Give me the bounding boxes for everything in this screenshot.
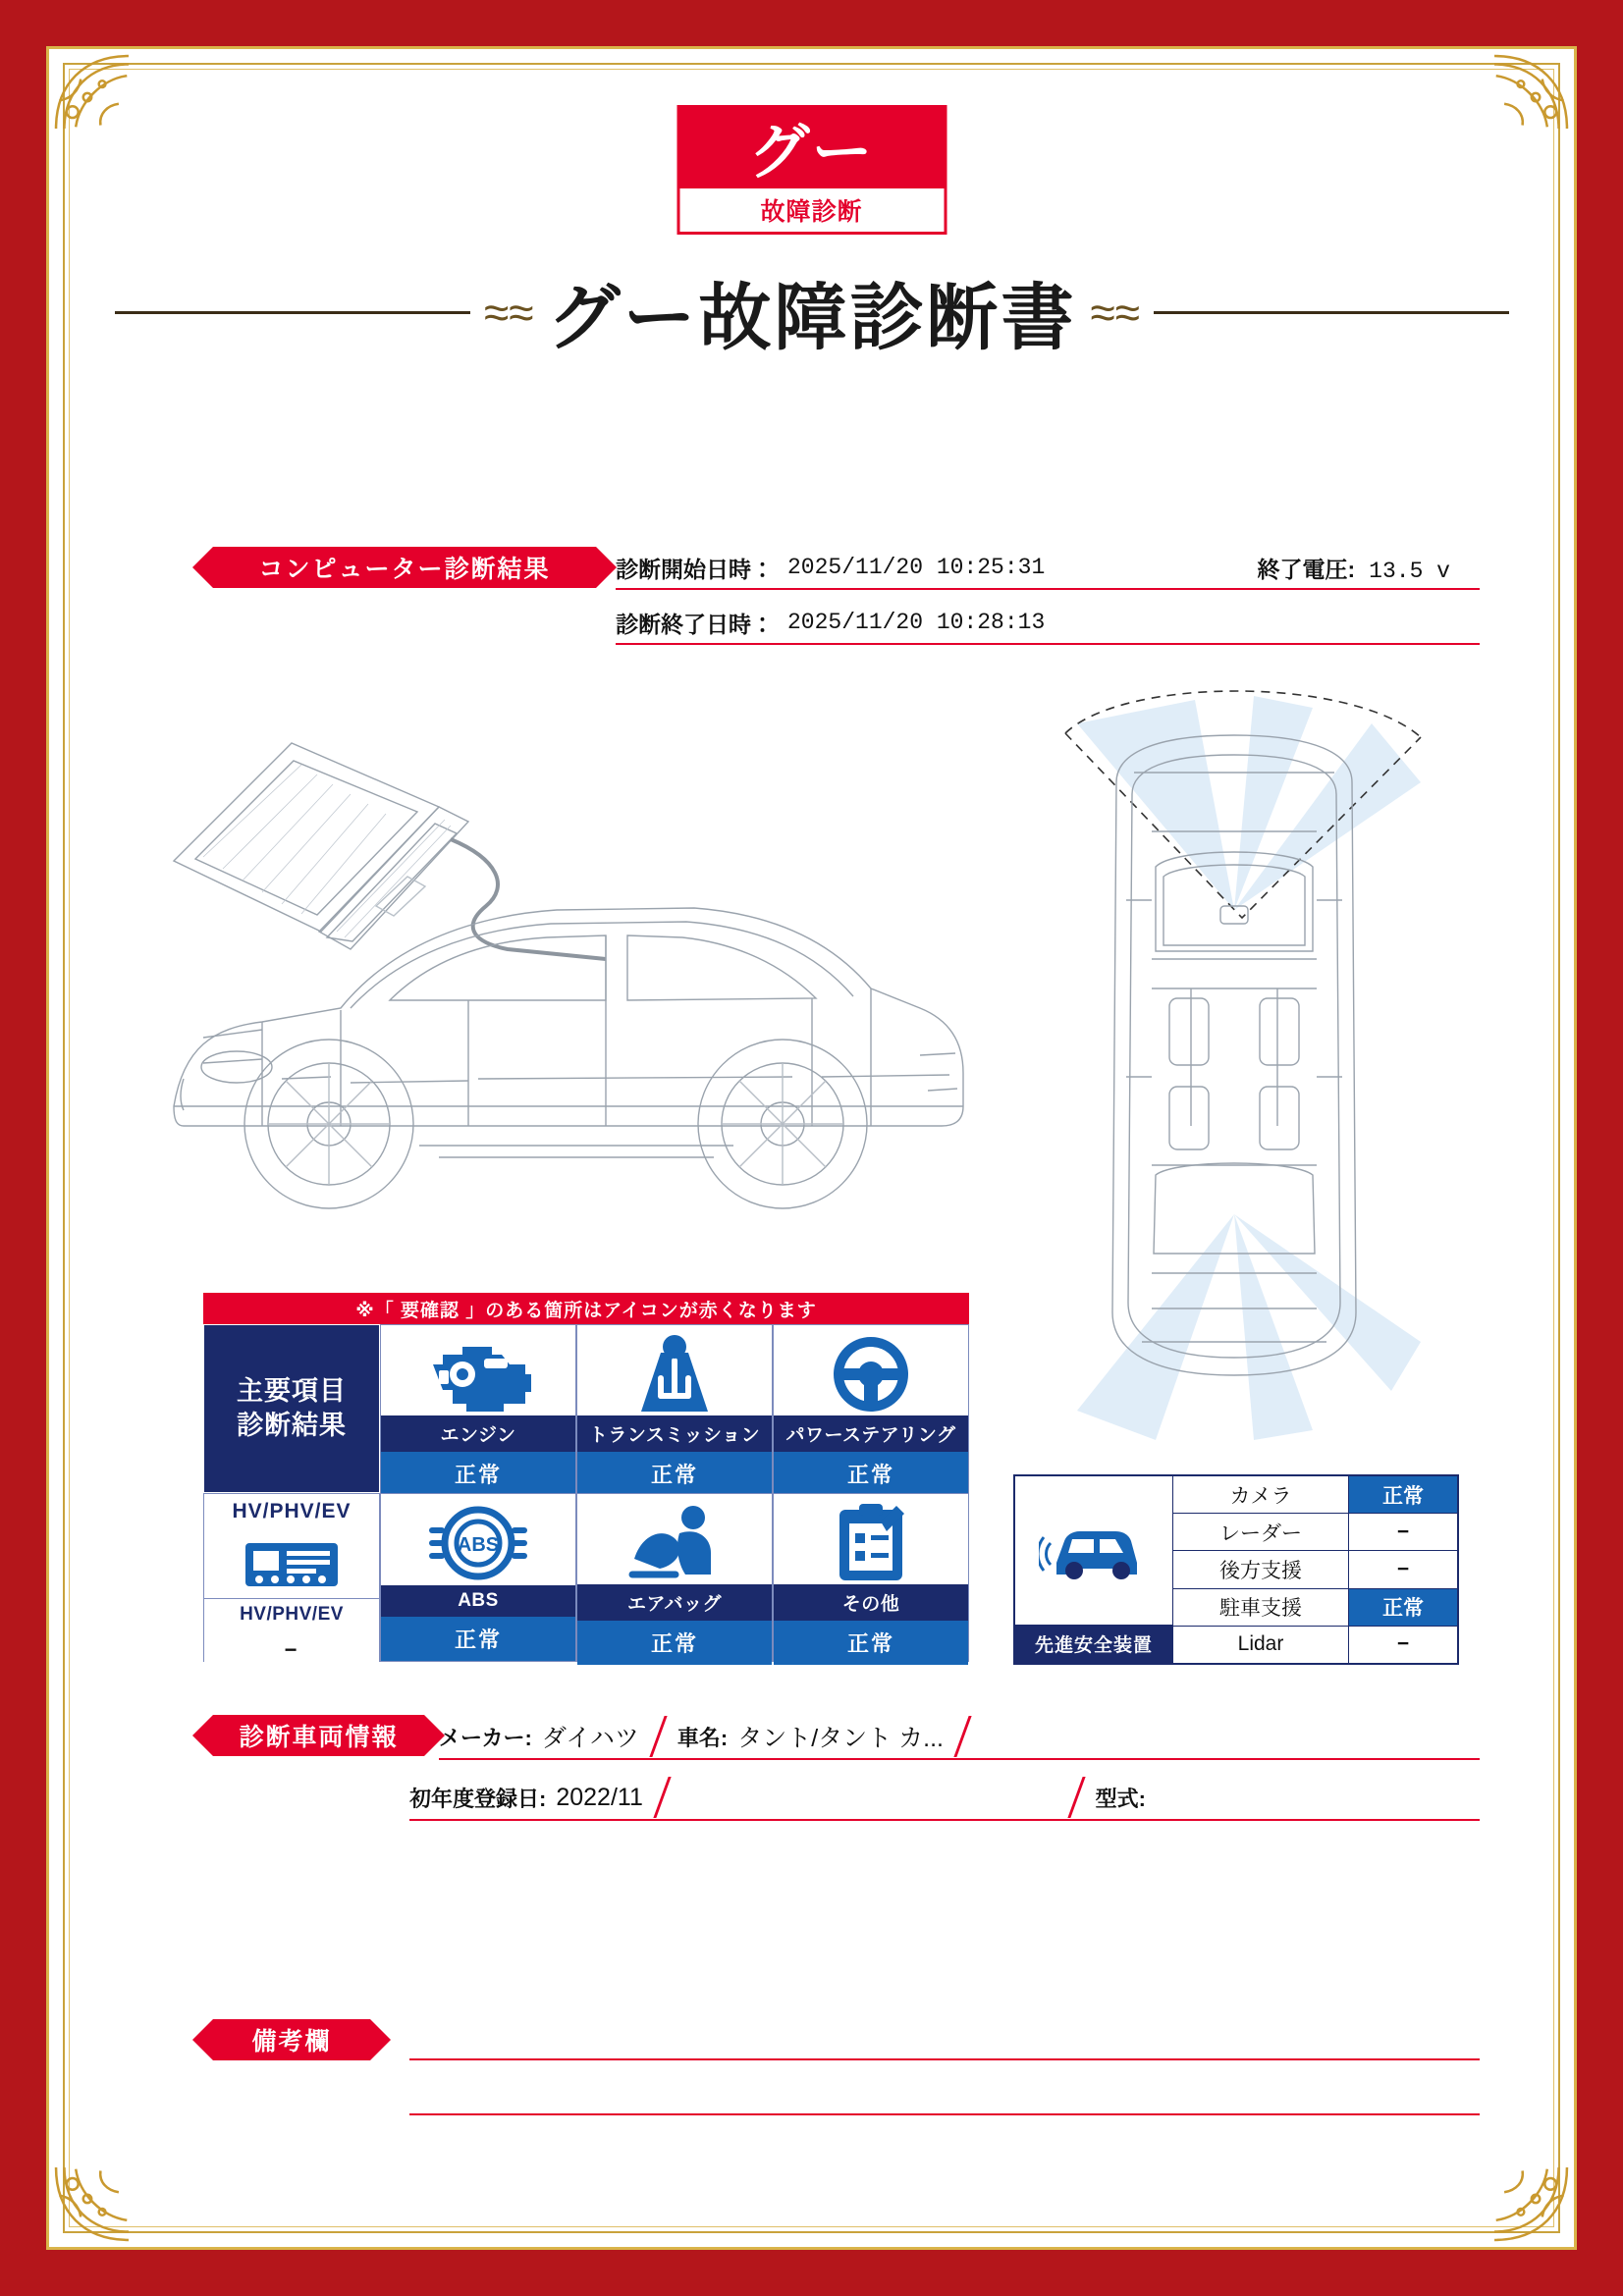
transmission-icon — [577, 1325, 772, 1415]
adas-key-rear-support: 後方支援 — [1172, 1551, 1349, 1587]
computer-diagnosis-ribbon: コンピューター診断結果 — [213, 547, 596, 588]
adas-key-parking-support: 駐車支援 — [1172, 1589, 1349, 1626]
item-power-steering — [773, 1324, 969, 1493]
adas-value-lidar: − — [1396, 1632, 1410, 1656]
item-airbag-status: 正常 — [577, 1621, 772, 1665]
divider-slash-2 — [953, 1716, 971, 1757]
car-side-view-illustration — [144, 714, 989, 1244]
adas-row-camera — [1172, 1476, 1457, 1514]
main-items-grid — [203, 1324, 969, 1662]
first-registration-value: 2022/11 — [556, 1783, 643, 1811]
maker-value: ダイハツ — [541, 1725, 639, 1752]
abs-icon — [381, 1494, 575, 1585]
item-transmission-status: 正常 — [577, 1452, 772, 1496]
title-ornament-right: ≈≈ — [1090, 287, 1140, 338]
adas-row-radar — [1172, 1514, 1457, 1551]
engine-icon — [381, 1325, 575, 1415]
model-label: 車名: — [676, 1725, 729, 1750]
item-hv-top-label: HV/PHV/EV — [204, 1494, 379, 1529]
svg-text:ABS: ABS — [457, 1533, 500, 1556]
adas-car-icon — [1015, 1476, 1172, 1625]
item-transmission — [576, 1324, 773, 1493]
advanced-safety-table — [1013, 1474, 1459, 1665]
adas-value-radar: − — [1396, 1520, 1410, 1543]
remarks-section — [46, 2019, 1577, 2166]
vehicle-info-row-1 — [439, 1715, 1480, 1760]
vehicle-info-ribbon: 診断車両情報 — [213, 1715, 424, 1756]
adas-value-rear-support: − — [1396, 1558, 1410, 1580]
item-abs — [380, 1493, 576, 1662]
advanced-safety-rows — [1172, 1476, 1457, 1663]
item-hv-name: HV/PHV/EV — [204, 1598, 379, 1630]
adas-row-parking-support — [1172, 1589, 1457, 1627]
sensor-cone-group — [1077, 696, 1421, 1440]
icon-notice-banner: ※「 要確認 」のある箇所はアイコンが赤くなります — [203, 1293, 969, 1324]
item-other-status: 正常 — [774, 1621, 968, 1665]
diagnosis-end-row — [616, 602, 1480, 645]
hv-battery-icon — [204, 1529, 379, 1598]
adas-key-radar: レーダー — [1172, 1514, 1349, 1550]
computer-diagnosis-section — [46, 547, 1577, 655]
item-other-name: その他 — [774, 1584, 968, 1621]
airbag-icon — [577, 1494, 772, 1584]
remarks-line-1 — [409, 2058, 1480, 2060]
item-power-steering-status: 正常 — [774, 1452, 968, 1496]
remarks-line-2 — [409, 2113, 1480, 2115]
vehicle-info-section — [46, 1715, 1577, 1842]
item-abs-name: ABS — [381, 1585, 575, 1617]
page-title — [115, 260, 1509, 364]
item-abs-status: 正常 — [381, 1617, 575, 1661]
divider-slash-3 — [653, 1777, 671, 1818]
clipboard-icon — [774, 1494, 968, 1584]
adas-value-camera: 正常 — [1349, 1476, 1457, 1513]
first-registration-label: 初年度登録日: — [409, 1786, 547, 1811]
item-hv-phv-ev — [203, 1493, 380, 1662]
item-hv-status: − — [204, 1630, 379, 1670]
goo-logo — [676, 105, 947, 235]
advanced-safety-left — [1015, 1476, 1172, 1663]
item-airbag-name: エアバッグ — [577, 1584, 772, 1621]
title-rule-left — [115, 311, 470, 314]
item-airbag — [576, 1493, 773, 1662]
vehicle-illustrations — [46, 665, 1577, 1273]
adas-value-parking-support: 正常 — [1349, 1589, 1457, 1626]
item-transmission-name: トランスミッション — [577, 1415, 772, 1452]
end-voltage-value: 13.5 v — [1369, 558, 1450, 584]
divider-slash-4 — [1067, 1777, 1085, 1818]
advanced-safety-title: 先進安全装置 — [1015, 1625, 1172, 1663]
main-items-header — [203, 1324, 380, 1493]
logo-brand-text: グー — [748, 116, 875, 187]
car-top-view-illustration — [959, 665, 1509, 1460]
end-voltage-label: 終了電圧: — [1257, 556, 1356, 582]
adas-row-rear-support — [1172, 1551, 1457, 1588]
logo-sub-banner — [676, 188, 947, 235]
vehicle-info-row-2 — [409, 1776, 1480, 1821]
title-ornament-left: ≈≈ — [484, 287, 534, 338]
diagnosis-start-row — [616, 547, 1480, 590]
adas-key-lidar: Lidar — [1172, 1627, 1349, 1663]
end-voltage-group — [1258, 552, 1451, 584]
diagnosis-start-label: 診断開始日時： — [616, 556, 774, 582]
steering-icon — [774, 1325, 968, 1415]
adas-row-lidar — [1172, 1627, 1457, 1663]
remarks-ribbon: 備考欄 — [213, 2019, 370, 2060]
main-items-header-line1: 主要項目 — [237, 1375, 347, 1406]
type-label: 型式: — [1095, 1786, 1146, 1811]
item-engine-name: エンジン — [381, 1415, 575, 1452]
logo-brand-banner — [676, 105, 947, 188]
page-title-text: グー故障診断書 — [547, 277, 1077, 358]
vehicle-info-blank-area — [213, 1852, 1480, 1980]
logo-sub-text: 故障診断 — [760, 198, 863, 226]
divider-slash-1 — [649, 1716, 667, 1757]
main-items-header-line2: 診断結果 — [237, 1411, 347, 1440]
item-engine-status: 正常 — [381, 1452, 575, 1496]
item-engine — [380, 1324, 576, 1493]
model-value: タント/タント カ... — [737, 1725, 944, 1752]
title-rule-right — [1154, 311, 1509, 314]
item-other — [773, 1493, 969, 1662]
item-power-steering-name: パワーステアリング — [774, 1415, 968, 1452]
diagnosis-end-label: 診断終了日時： — [616, 611, 774, 637]
diagnosis-start-value: 2025/11/20 10:25:31 — [787, 555, 1046, 580]
diagnosis-end-value: 2025/11/20 10:28:13 — [787, 610, 1046, 635]
adas-key-camera: カメラ — [1172, 1476, 1349, 1513]
maker-label: メーカー: — [439, 1725, 532, 1750]
